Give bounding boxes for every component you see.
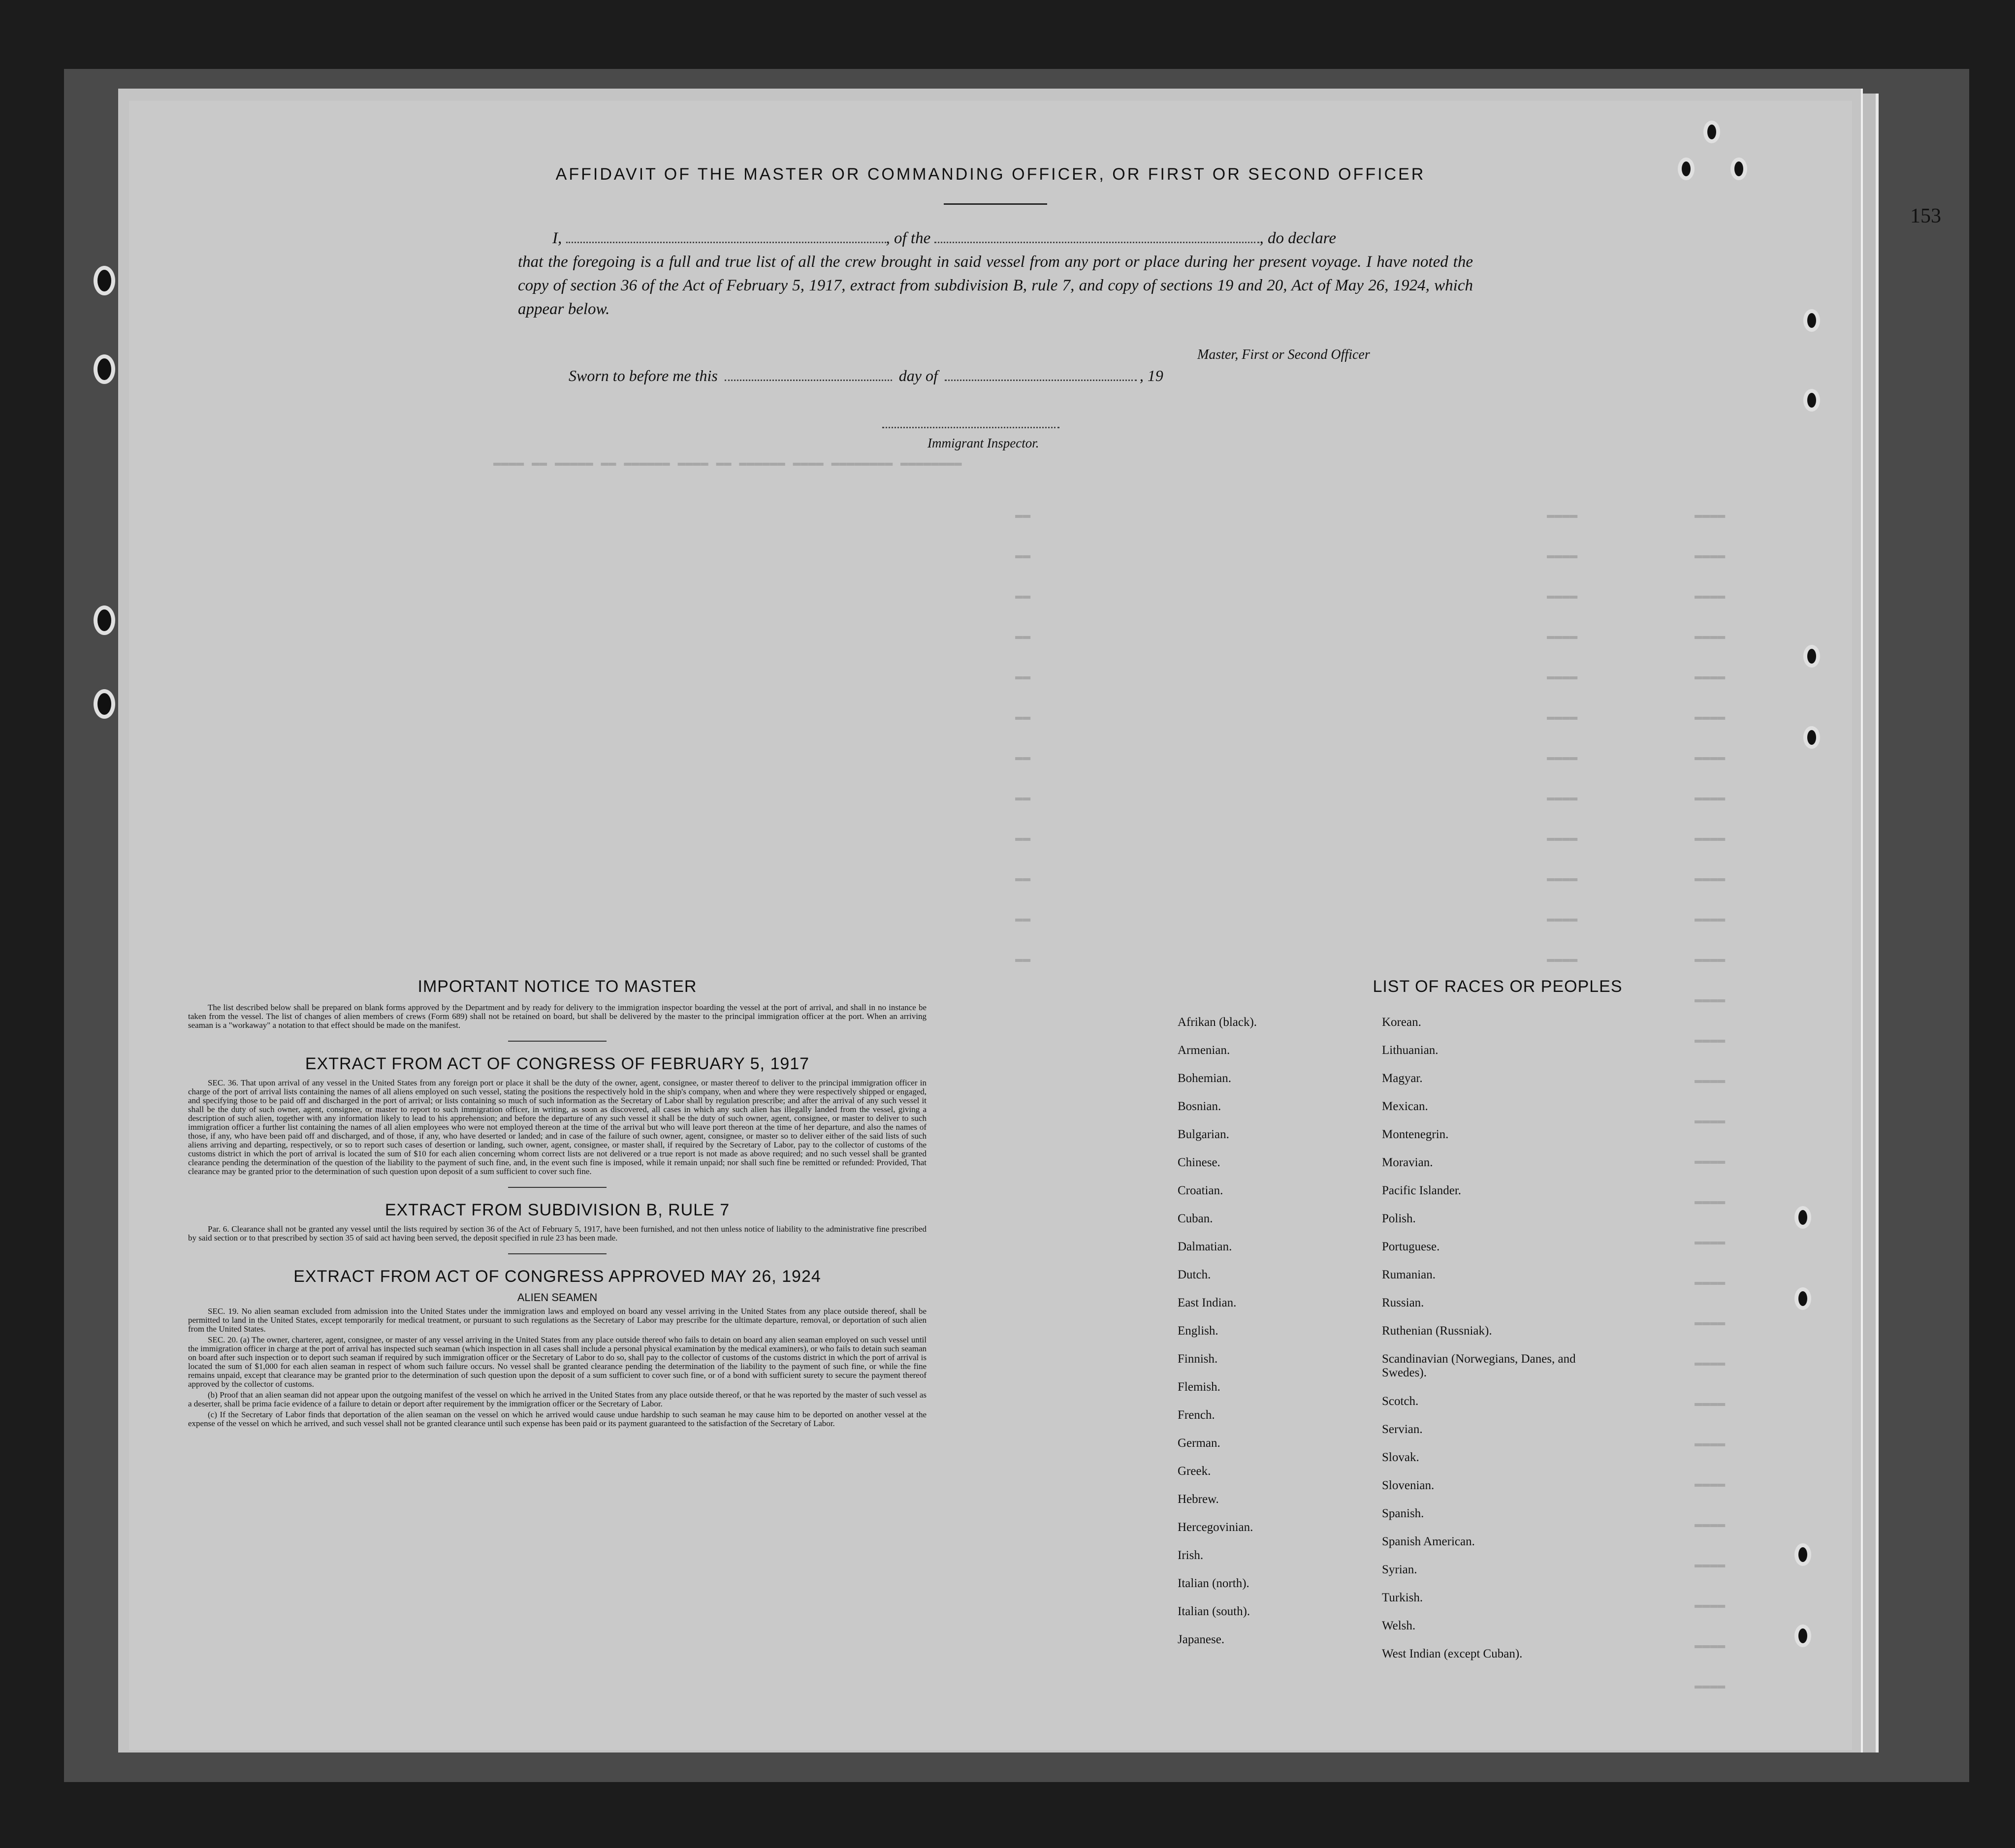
- race-item: Portuguese.: [1382, 1240, 1440, 1253]
- binder-hole-icon: [1803, 726, 1820, 749]
- extract-1924-sec20a: SEC. 20. (a) The owner, charterer, agent, consignee, or master of any vessel arriving in the United States from any place outside thereof who fails to detain on board any alien seaman employed on such vessel until the immigration officer in charge at the port of arrival has inspected such seaman (which inspection in all cases shall include a personal physical examination by the medical examiners), or who fails to detain such seaman on board after such inspection or to deport such seaman if required by such immigration officer or the Secretary of Labor to do so, shall pay to the collector of customs of the customs district in which the port of arrival is located the sum of $1,000 for each alien seaman in respect of whom such failure occurs. No vessel shall be granted clearance pending the determination of the liability to the payment of such fine, or while the fine remains unpaid, except that clearance may be granted prior to the determination of such question upon the deposit of a sum sufficient to cover such fine, or of a bond with sufficient surety to secure the payment thereof approved by the collector of customs.: [188, 1335, 927, 1389]
- section-divider: [508, 1187, 607, 1188]
- binder-hole-icon: [94, 266, 115, 295]
- race-item: Finnish.: [1178, 1352, 1218, 1366]
- affidavit-i: I,: [552, 229, 562, 247]
- race-item: Armenian.: [1178, 1044, 1230, 1057]
- bleed-through-text: ▬▬ ▬▬ ▬▬ ▬▬ ▬▬ ▬▬ ▬▬ ▬▬ ▬▬ ▬▬ ▬▬ ▬▬: [1015, 508, 1031, 966]
- binder-hole-icon: [1794, 1206, 1811, 1229]
- binder-hole-icon: [1703, 121, 1720, 143]
- title-underline: [944, 203, 1047, 205]
- race-item: Lithuanian.: [1382, 1044, 1439, 1057]
- section-divider: [508, 1253, 607, 1254]
- extract-1924-sec20b: (b) Proof that an alien seaman did not appear upon the outgoing manifest of the vessel on which he arrived in the United States from any place outside thereof, or that he was reported by the master of such vessel as a deserter, shall be prima facie evidence of a failure to detain or deport after requirement by the immigration officer or the Secretary of Labor.: [188, 1390, 927, 1408]
- day-blank[interactable]: [725, 379, 892, 381]
- sworn-prefix: Sworn to before me this: [569, 367, 718, 384]
- race-item: Rumanian.: [1382, 1268, 1436, 1281]
- race-item: East Indian.: [1178, 1296, 1237, 1309]
- race-item: Montenegrin.: [1382, 1128, 1449, 1141]
- binder-hole-icon: [1803, 645, 1820, 668]
- race-item: French.: [1178, 1408, 1215, 1422]
- race-item: Polish.: [1382, 1212, 1416, 1225]
- section-divider: [508, 1041, 607, 1042]
- race-item: English.: [1178, 1324, 1218, 1338]
- race-item: Dalmatian.: [1178, 1240, 1232, 1253]
- extract-1924-title: EXTRACT FROM ACT OF CONGRESS APPROVED MAY 26, 1924: [293, 1267, 821, 1286]
- sworn-line: [569, 367, 1163, 385]
- extract-1924-subtitle: ALIEN SEAMEN: [517, 1291, 598, 1304]
- extract-1924-sec20c: (c) If the Secretary of Labor finds that deportation of the alien seaman on the vessel on which he arrived would cause undue hardship to such seaman he may cause him to be deported on another vessel at the expense of the vessel on which he arrived, and such vessel shall not be granted clearance until such expense has been paid or its payment guaranteed to the satisfaction of the Secretary of Labor.: [188, 1410, 927, 1428]
- binder-hole-icon: [1803, 309, 1820, 332]
- race-item: Japanese.: [1178, 1633, 1225, 1646]
- races-left-column: [1178, 1016, 1375, 1661]
- race-item: Chinese.: [1178, 1156, 1220, 1169]
- extract-1917-title: EXTRACT FROM ACT OF CONGRESS OF FEBRUARY 5, 1917: [305, 1054, 810, 1073]
- race-item: Dutch.: [1178, 1268, 1211, 1281]
- extract-rule7-title: EXTRACT FROM SUBDIVISION B, RULE 7: [384, 1201, 730, 1219]
- vessel-blank[interactable]: [934, 241, 1259, 243]
- race-item: Spanish American.: [1382, 1535, 1475, 1548]
- day-of-label: day of: [898, 367, 938, 384]
- manifest-page: [129, 101, 1852, 1750]
- races-right-column: [1382, 1016, 1599, 1675]
- bleed-through-text: ▬▬▬▬ ▬▬ ▬▬▬▬▬ ▬▬ ▬▬▬▬▬▬ ▬▬▬▬ ▬▬ ▬▬▬▬▬▬ ▬▬▬▬ ▬▬▬▬▬▬▬▬ ▬▬▬▬▬▬▬▬: [493, 455, 962, 470]
- bleed-through-text: ▬▬▬▬ ▬▬▬▬ ▬▬▬▬ ▬▬▬▬ ▬▬▬▬ ▬▬▬▬ ▬▬▬▬ ▬▬▬▬ ▬▬▬▬ ▬▬▬▬ ▬▬▬▬ ▬▬▬▬: [1547, 508, 1578, 966]
- race-item: Bosnian.: [1178, 1100, 1221, 1113]
- race-item: Magyar.: [1382, 1072, 1423, 1085]
- race-item: West Indian (except Cuban).: [1382, 1647, 1523, 1660]
- race-item: Korean.: [1382, 1016, 1421, 1029]
- race-item: Russian.: [1382, 1296, 1424, 1309]
- binder-hole-icon: [1794, 1625, 1811, 1647]
- inspector-label: Immigrant Inspector.: [928, 436, 1039, 450]
- binder-hole-icon: [94, 605, 115, 635]
- name-blank[interactable]: [566, 241, 886, 243]
- page-number: 153: [1910, 205, 1941, 227]
- race-item: Scotch.: [1382, 1395, 1419, 1408]
- affidavit-body: [518, 226, 1473, 321]
- race-item: Flemish.: [1178, 1380, 1220, 1394]
- race-item: Croatian.: [1178, 1184, 1223, 1197]
- race-item: Slovak.: [1382, 1451, 1419, 1464]
- binder-hole-icon: [1730, 158, 1747, 180]
- extract-rule7-text: Par. 6. Clearance shall not be granted any vessel until the lists required by section 36 of the Act of February 5, 1917, have been furnished, and not then unless notice of liability to the administrative fine prescribed by said section or to that prescribed by section 35 of said act having been served, the deposit specified in rule 23 has been made.: [188, 1224, 927, 1243]
- notice-title: IMPORTANT NOTICE TO MASTER: [417, 977, 697, 996]
- race-item: Irish.: [1178, 1549, 1204, 1562]
- binder-hole-icon: [94, 689, 115, 719]
- race-item: Greek.: [1178, 1465, 1211, 1478]
- extract-1924-sec19: SEC. 19. No alien seaman excluded from admission into the United States under the immigration laws and employed on board any vessel arriving in the United States from any place outside thereof, shall be permitted to land in the United States, except temporarily for medical treatment, or pursuant to such regulations as the Secretary of Labor may prescribe for the ultimate departure, removal, or deportation of such alien from the United States.: [188, 1306, 927, 1334]
- notice-text: The list described below shall be prepared on blank forms approved by the Department and by ready for delivery to the immigration inspector boarding the vessel at the port of arrival, and shall in no instance be taken from the vessel. The list of changes of alien members of crews (Form 689) shall not be retained on board, but shall be delivered by the master to the principal immigration officer at the port. When an arriving seaman is a "workaway" a notation to that effect should be made on the manifest.: [188, 1003, 927, 1030]
- race-item: Slovenian.: [1382, 1479, 1435, 1492]
- race-item: Welsh.: [1382, 1619, 1416, 1632]
- signature-label: Master, First or Second Officer: [1197, 347, 1370, 362]
- race-item: Italian (south).: [1178, 1605, 1250, 1618]
- races-list-section: [1178, 977, 1818, 1660]
- affidavit-statement: that the foregoing is a full and true list of all the crew brought in said vessel from any port or place during her present voyage. I have noted the copy of section 36 of the Act of February 5, 1917, extract from subdivision B, rule 7, and copy of sections 19 and 20, Act of May 26, 1924, which appear below.: [518, 253, 1473, 318]
- year-prefix: , 19: [1139, 367, 1163, 384]
- race-item: Cuban.: [1178, 1212, 1213, 1225]
- binder-hole-icon: [1794, 1543, 1811, 1566]
- race-item: Pacific Islander.: [1382, 1184, 1462, 1197]
- race-item: Bohemian.: [1178, 1072, 1232, 1085]
- race-item: Italian (north).: [1178, 1577, 1249, 1590]
- inspector-signature-blank[interactable]: [882, 426, 1059, 428]
- race-item: Hebrew.: [1178, 1493, 1219, 1506]
- binder-hole-icon: [1678, 158, 1695, 180]
- race-item: Afrikan (black).: [1178, 1016, 1257, 1029]
- races-title: LIST OF RACES OR PEOPLES: [1373, 977, 1623, 996]
- bleed-through-text: ▬▬▬▬ ▬▬▬▬ ▬▬▬▬ ▬▬▬▬ ▬▬▬▬ ▬▬▬▬ ▬▬▬▬ ▬▬▬▬ ▬▬▬▬ ▬▬▬▬ ▬▬▬▬ ▬▬▬▬ ▬▬▬▬ ▬▬▬▬ ▬▬▬▬ ▬▬▬▬ ▬▬▬▬ ▬▬▬▬ ▬▬▬▬ ▬▬▬▬ ▬▬▬▬ ▬▬▬▬ ▬▬▬▬ ▬▬▬▬ ▬▬▬▬ ▬▬▬▬ ▬▬▬▬ ▬▬▬▬ ▬▬▬▬ ▬▬▬▬: [1695, 508, 1726, 1693]
- binder-hole-icon: [94, 354, 115, 384]
- race-item: Servian.: [1382, 1423, 1423, 1436]
- binder-hole-icon: [1794, 1287, 1811, 1310]
- race-item: Spanish.: [1382, 1507, 1424, 1520]
- race-item: Bulgarian.: [1178, 1128, 1229, 1141]
- race-item: Syrian.: [1382, 1563, 1417, 1576]
- race-item: Ruthenian (Russniak).: [1382, 1324, 1492, 1338]
- race-item: Hercegovinian.: [1178, 1521, 1253, 1534]
- affidavit-of-the: , of the: [886, 229, 931, 247]
- important-notice-section: [188, 977, 927, 1430]
- month-blank[interactable]: [945, 379, 1137, 381]
- affidavit-do-declare: , do declare: [1259, 229, 1336, 247]
- race-item: Turkish.: [1382, 1591, 1423, 1604]
- race-item: German.: [1178, 1436, 1220, 1450]
- race-item: Mexican.: [1382, 1100, 1428, 1113]
- extract-1917-text: SEC. 36. That upon arrival of any vessel in the United States from any foreign port or place it shall be the duty of the owner, agent, consignee, or master thereof to deliver to the principal immigration officer in charge of the port of arrival lists containing the names of all aliens employed on such vessel, stating the positions the respectively hold in the ship's company, when and where they were respectively shipped or engaged, and specifying those to be paid off and discharged in the port of arrival; or lists containing so much of such information as the Secretary of Labor shall by regulation prescribe; and after the arrival of any such vessel it shall be the duty of such owner, agent, consignee, or master to report to such immigration officer, in writing, as soon as discovered, all cases in which any such alien has illegally landed from the vessel, giving a description of such alien, together with any information likely to lead to his apprehension; and before the departure of any such vessel it shall be the duty of such owner, agent, consignee, or master to deliver to such immigration officer a further list containing the names of all alien employees who were not employed thereon at the time of the arrival but who will leave port thereon at the time of her departure, and also the names of those, if any, who have been paid off and discharged, and of those, if any, who have deserted or landed; and in case of the failure of such owner, agent, consignee, or master so to deliver either of the said lists of such aliens arriving and departing, respectively, or so to report such cases of desertion or landing, such owner, agent, consignee, or master shall, if required by the Secretary of Labor, pay to the collector of customs of the customs district in which the port of arrival is located the sum of $10 for each alien concerning whom correct lists are not delivered or a true report is not made as above required; and no such vessel shall be granted clearance pending the determination of the question of the liability to the payment of such fine, and, in the event such fine is imposed, while it remain unpaid; nor shall such fine be remitted or refunded: Provided, That clearance may be granted prior to the determination of such question upon deposit of a sum sufficient to cover such fine.: [188, 1078, 927, 1176]
- affidavit-title: AFFIDAVIT OF THE MASTER OR COMMANDING OFFICER, OR FIRST OR SECOND OFFICER: [555, 165, 1426, 184]
- race-item: Moravian.: [1382, 1156, 1433, 1169]
- race-item: Scandinavian (Norwegians, Danes, and Swedes).: [1382, 1352, 1576, 1379]
- binder-hole-icon: [1803, 389, 1820, 412]
